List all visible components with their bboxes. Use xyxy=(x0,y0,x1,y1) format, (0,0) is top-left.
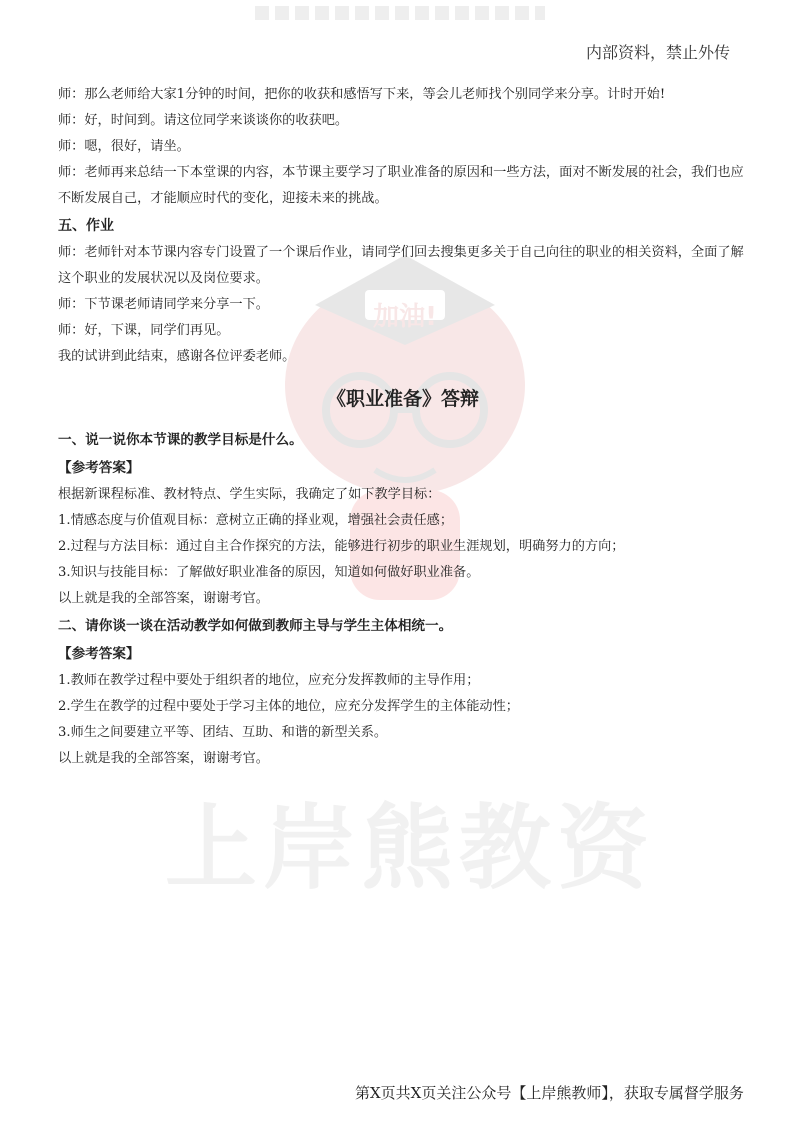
question-1: 一、说一说你本节课的教学目标是什么。 xyxy=(58,432,303,448)
confidential-notice: 内部资料，禁止外传 xyxy=(585,43,730,62)
answer-line: 根据新课程标准、教材特点、学生实际，我确定了如下教学目标： xyxy=(58,487,441,502)
answer-line: 2.过程与方法目标：通过自主合作探究的方法，能够进行初步的职业生涯规划，明确努力的方向； xyxy=(58,539,625,554)
answer-line: 1.情感态度与价值观目标：意树立正确的择业观，增强社会责任感； xyxy=(58,513,454,528)
answer-line: 以上就是我的全部答案，谢谢考官。 xyxy=(58,751,269,766)
dialogue-line: 师：嗯，很好，请坐。 xyxy=(58,139,190,154)
answer-line: 3.师生之间要建立平等、团结、互助、和谐的新型关系。 xyxy=(58,725,388,740)
document-body xyxy=(58,82,748,772)
footer-notice: 第X页共X页关注公众号【上岸熊教师】，获取专属督学服务 xyxy=(355,1084,744,1102)
answer-line: 以上就是我的全部答案，谢谢考官。 xyxy=(58,591,269,606)
answer-line: 1.教师在教学过程中要处于组织者的地位，应充分发挥教师的主导作用； xyxy=(58,673,480,688)
answer-line: 2.学生在教学的过程中要处于学习主体的地位，应充分发挥学生的主体能动性； xyxy=(58,699,519,714)
dialogue-line: 师：老师再来总结一下本堂课的内容，本节课主要学习了职业准备的原因和一些方法，面对不断发展的社会，我们也应不断发展自己，才能顺应时代的变化，迎接未来的挑战。 xyxy=(58,165,744,206)
defense-title: 《职业准备》答辩 xyxy=(326,388,479,410)
brand-watermark: 上岸熊教资 xyxy=(165,795,656,902)
answer-label-1: 【参考答案】 xyxy=(58,460,140,476)
dialogue-line: 师：好，下课，同学们再见。 xyxy=(58,323,230,338)
answer-line: 3.知识与技能目标：了解做好职业准备的原因，知道如何做好职业准备。 xyxy=(58,565,480,580)
section-heading-homework: 五、作业 xyxy=(58,218,114,234)
answer-label-2: 【参考答案】 xyxy=(58,646,140,662)
bear-banner-text: 加油! xyxy=(373,302,437,332)
faint-header-strip xyxy=(255,6,545,20)
dialogue-line: 师：下节课老师请同学来分享一下。 xyxy=(58,297,269,312)
dialogue-line: 师：那么老师给大家1分钟的时间，把你的收获和感悟写下来，等会儿老师找个别同学来分享。计时开始! xyxy=(58,87,666,102)
dialogue-line: 师：老师针对本节课内容专门设置了一个课后作业，请同学们回去搜集更多关于自己向往的职业的相关资料，全面了解这个职业的发展状况以及岗位要求。 xyxy=(58,245,744,286)
dialogue-line: 师：好，时间到。请这位同学来谈谈你的收获吧。 xyxy=(58,113,349,128)
closing-line: 我的试讲到此结束，感谢各位评委老师。 xyxy=(58,349,296,364)
question-2: 二、请你谈一谈在活动教学如何做到教师主导与学生主体相统一。 xyxy=(58,618,453,634)
